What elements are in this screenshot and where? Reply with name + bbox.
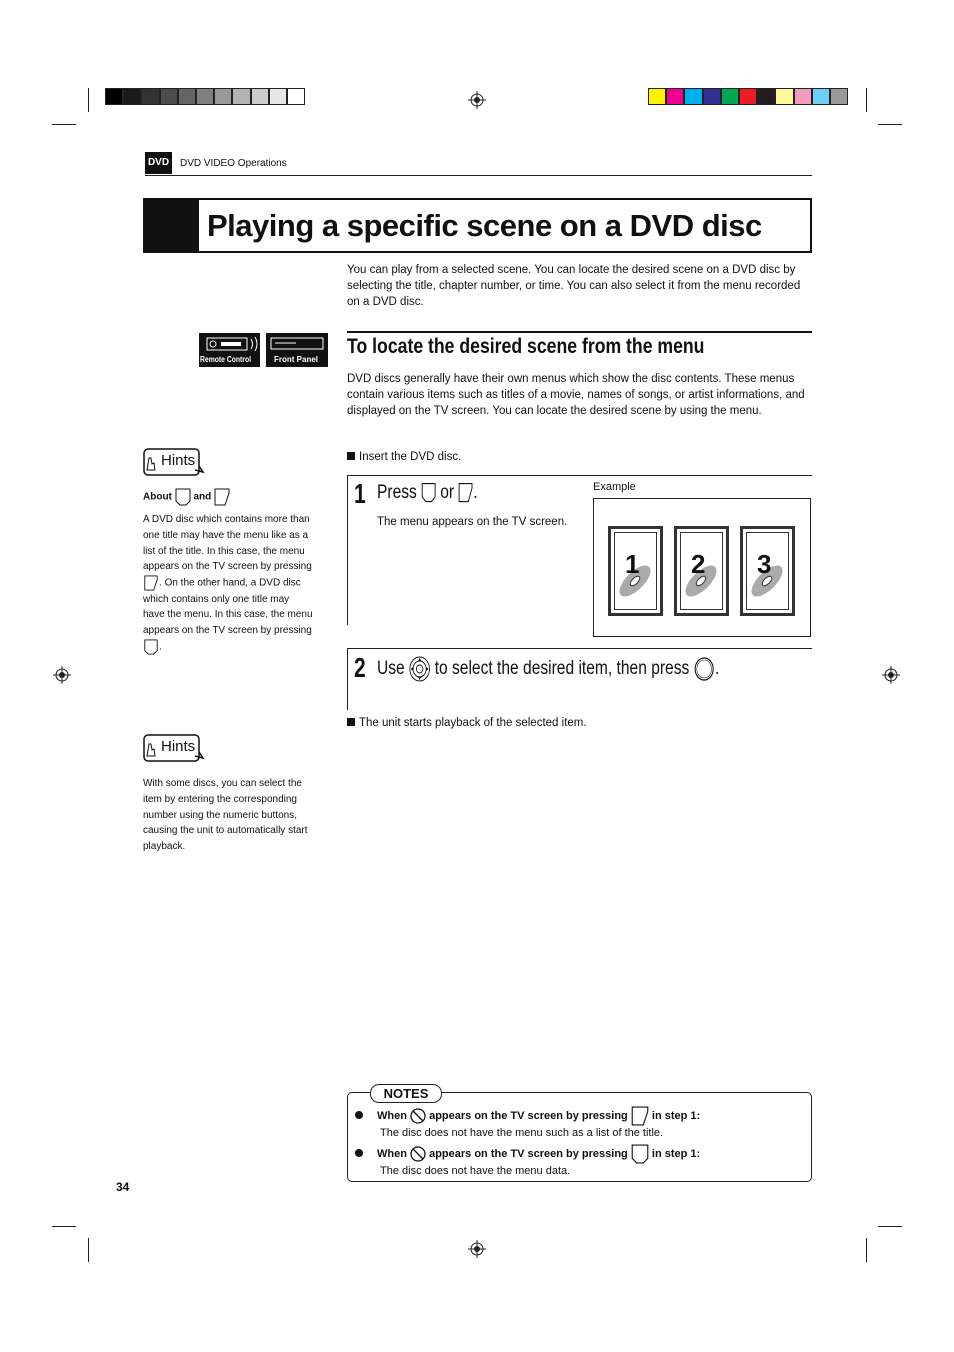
hints-label: Hints xyxy=(161,452,196,469)
color-swatch xyxy=(830,88,848,105)
crop-mark xyxy=(88,88,89,112)
color-swatch xyxy=(739,88,757,105)
step1-or: or xyxy=(440,482,455,503)
hint1-about: About xyxy=(143,491,172,503)
insert-note xyxy=(347,449,461,465)
step2-left-rule xyxy=(347,648,348,710)
example-tv-box xyxy=(593,498,811,637)
step2-instruction xyxy=(377,656,719,682)
color-swatch xyxy=(269,88,287,105)
front-panel-label: Front Panel xyxy=(274,355,319,364)
registration-mark-icon xyxy=(468,91,486,109)
note1-step: in step 1: xyxy=(651,1109,701,1122)
step2-rule xyxy=(347,648,812,649)
insert-note-text: Insert the DVD disc. xyxy=(359,451,462,463)
step1-left-rule xyxy=(347,475,348,625)
color-swatch xyxy=(251,88,269,105)
note2-appears: appears on the TV screen by pressing xyxy=(429,1147,628,1160)
hints-badge xyxy=(143,734,201,762)
registration-mark-icon xyxy=(468,1240,486,1258)
title-key-icon xyxy=(175,488,191,506)
color-swatch xyxy=(812,88,830,105)
crop-mark xyxy=(866,1238,867,1262)
note-item-1 xyxy=(355,1106,700,1141)
step1-detail: The menu appears on the TV screen. xyxy=(377,516,568,528)
dvd-badge: DVD xyxy=(145,152,172,174)
hint2-text: With some discs, you can select the item by entering the corresponding number using the numeric buttons, causing the unit to automatically start playback. xyxy=(143,778,308,853)
color-swatch xyxy=(196,88,214,105)
color-swatch xyxy=(703,88,721,105)
subsection-rule xyxy=(347,331,812,333)
example-label: Example xyxy=(593,481,636,493)
crop-mark xyxy=(52,1226,76,1227)
menu-screen-2 xyxy=(674,526,729,616)
prohibited-icon xyxy=(410,1146,426,1162)
remote-control-icon xyxy=(199,333,260,367)
page-number: 34 xyxy=(116,1180,130,1194)
note2-when: When xyxy=(377,1147,407,1160)
note1-text: The disc does not have the menu such as a list of the title. xyxy=(380,1127,664,1139)
menu-item-number: 1 xyxy=(625,549,640,579)
color-swatch xyxy=(684,88,702,105)
note-item-2 xyxy=(355,1144,700,1179)
title-key-icon xyxy=(421,482,436,503)
registration-mark-icon xyxy=(882,666,900,684)
color-swatch xyxy=(123,88,141,105)
step2-select-text: to select the desired item, then press xyxy=(434,658,690,680)
hint1-and: and xyxy=(193,491,212,503)
color-swatch xyxy=(141,88,159,105)
menu-key-icon xyxy=(143,575,159,591)
color-swatch xyxy=(178,88,196,105)
note1-when: When xyxy=(377,1109,407,1122)
crop-mark xyxy=(866,88,867,112)
hints-badge xyxy=(143,448,201,476)
step1-number: 1 xyxy=(354,478,366,509)
color-swatch xyxy=(105,88,123,105)
section-label: DVD VIDEO Operations xyxy=(180,158,287,169)
front-panel-icon xyxy=(266,333,328,367)
color-swatch xyxy=(232,88,250,105)
hints-label: Hints xyxy=(161,738,196,755)
note2-text: The disc does not have the menu data. xyxy=(380,1165,571,1177)
step1-instruction xyxy=(377,482,478,504)
prohibited-icon xyxy=(410,1108,426,1124)
color-swatch xyxy=(666,88,684,105)
title-box xyxy=(143,198,812,253)
step2-detail xyxy=(347,715,587,731)
menu-item-number: 2 xyxy=(691,549,706,579)
color-swatch xyxy=(648,88,666,105)
note2-step: in step 1: xyxy=(651,1147,701,1160)
enter-button-icon xyxy=(694,656,715,682)
crop-mark xyxy=(52,124,76,125)
menu-key-icon xyxy=(631,1106,649,1126)
note1-appears: appears on the TV screen by pressing xyxy=(429,1109,628,1122)
hint1-text-a: A DVD disc which contains more than one title may have the menu like as a list of the title. In this case, the menu appears on the TV screen by pressing xyxy=(143,514,312,573)
menu-item-number: 3 xyxy=(757,549,772,579)
menu-screen-3 xyxy=(740,526,795,616)
cursor-joystick-icon xyxy=(409,656,430,682)
color-swatch xyxy=(160,88,178,105)
remote-control-label: Remote Control xyxy=(200,355,251,364)
title-key-icon xyxy=(631,1144,649,1164)
menu-key-icon xyxy=(214,488,230,506)
color-swatch xyxy=(757,88,775,105)
step2-period: . xyxy=(714,658,720,680)
crop-mark xyxy=(88,1238,89,1262)
color-swatch xyxy=(775,88,793,105)
header-rule xyxy=(145,175,812,176)
hint1-text-b: On the other hand, a DVD disc which contains only one title may have the menu. In this case, the menu appears on the TV screen by pressing xyxy=(143,577,313,637)
hint1-heading xyxy=(143,488,230,506)
step2-number: 2 xyxy=(354,652,366,683)
menu-screen-1 xyxy=(608,526,663,616)
hint1-text: A DVD disc which contains more than one title may have the menu like as a list of the title. In this case, the menu appears on the TV screen by pressing . On the other hand, a DVD disc which contains only one title may have the menu. In this case, the menu appears on the TV screen by pressing . xyxy=(143,512,313,655)
color-swatch xyxy=(794,88,812,105)
crop-mark xyxy=(878,124,902,125)
subsection-heading: To locate the desired scene from the menu xyxy=(347,335,705,358)
page-title: Playing a specific scene on a DVD disc xyxy=(207,208,762,243)
color-swatch xyxy=(214,88,232,105)
registration-mark-icon xyxy=(53,666,71,684)
notes-label: NOTES xyxy=(370,1084,442,1103)
title-key-icon xyxy=(143,639,159,655)
step1-press: Press xyxy=(377,482,417,503)
step1-period: . xyxy=(473,482,478,503)
step2-use: Use xyxy=(377,658,405,680)
intro-text: You can play from a selected scene. You can locate the desired scene on a DVD disc by selecting the title, chapter number, or time. You can also select it from the menu recorded on a DVD disc. xyxy=(347,264,801,308)
subsection-description: DVD discs generally have their own menus which show the disc contents. These menus contain various items such as titles of a movie, names of songs, or artist informations, and displayed on the TV screen. You can locate the desired scene by using the menu. xyxy=(347,373,805,417)
menu-key-icon xyxy=(458,482,473,503)
color-swatch xyxy=(287,88,305,105)
crop-mark xyxy=(878,1226,902,1227)
step1-rule xyxy=(347,475,812,476)
step2-detail-text: The unit starts playback of the selected item. xyxy=(359,717,587,729)
color-swatch xyxy=(721,88,739,105)
